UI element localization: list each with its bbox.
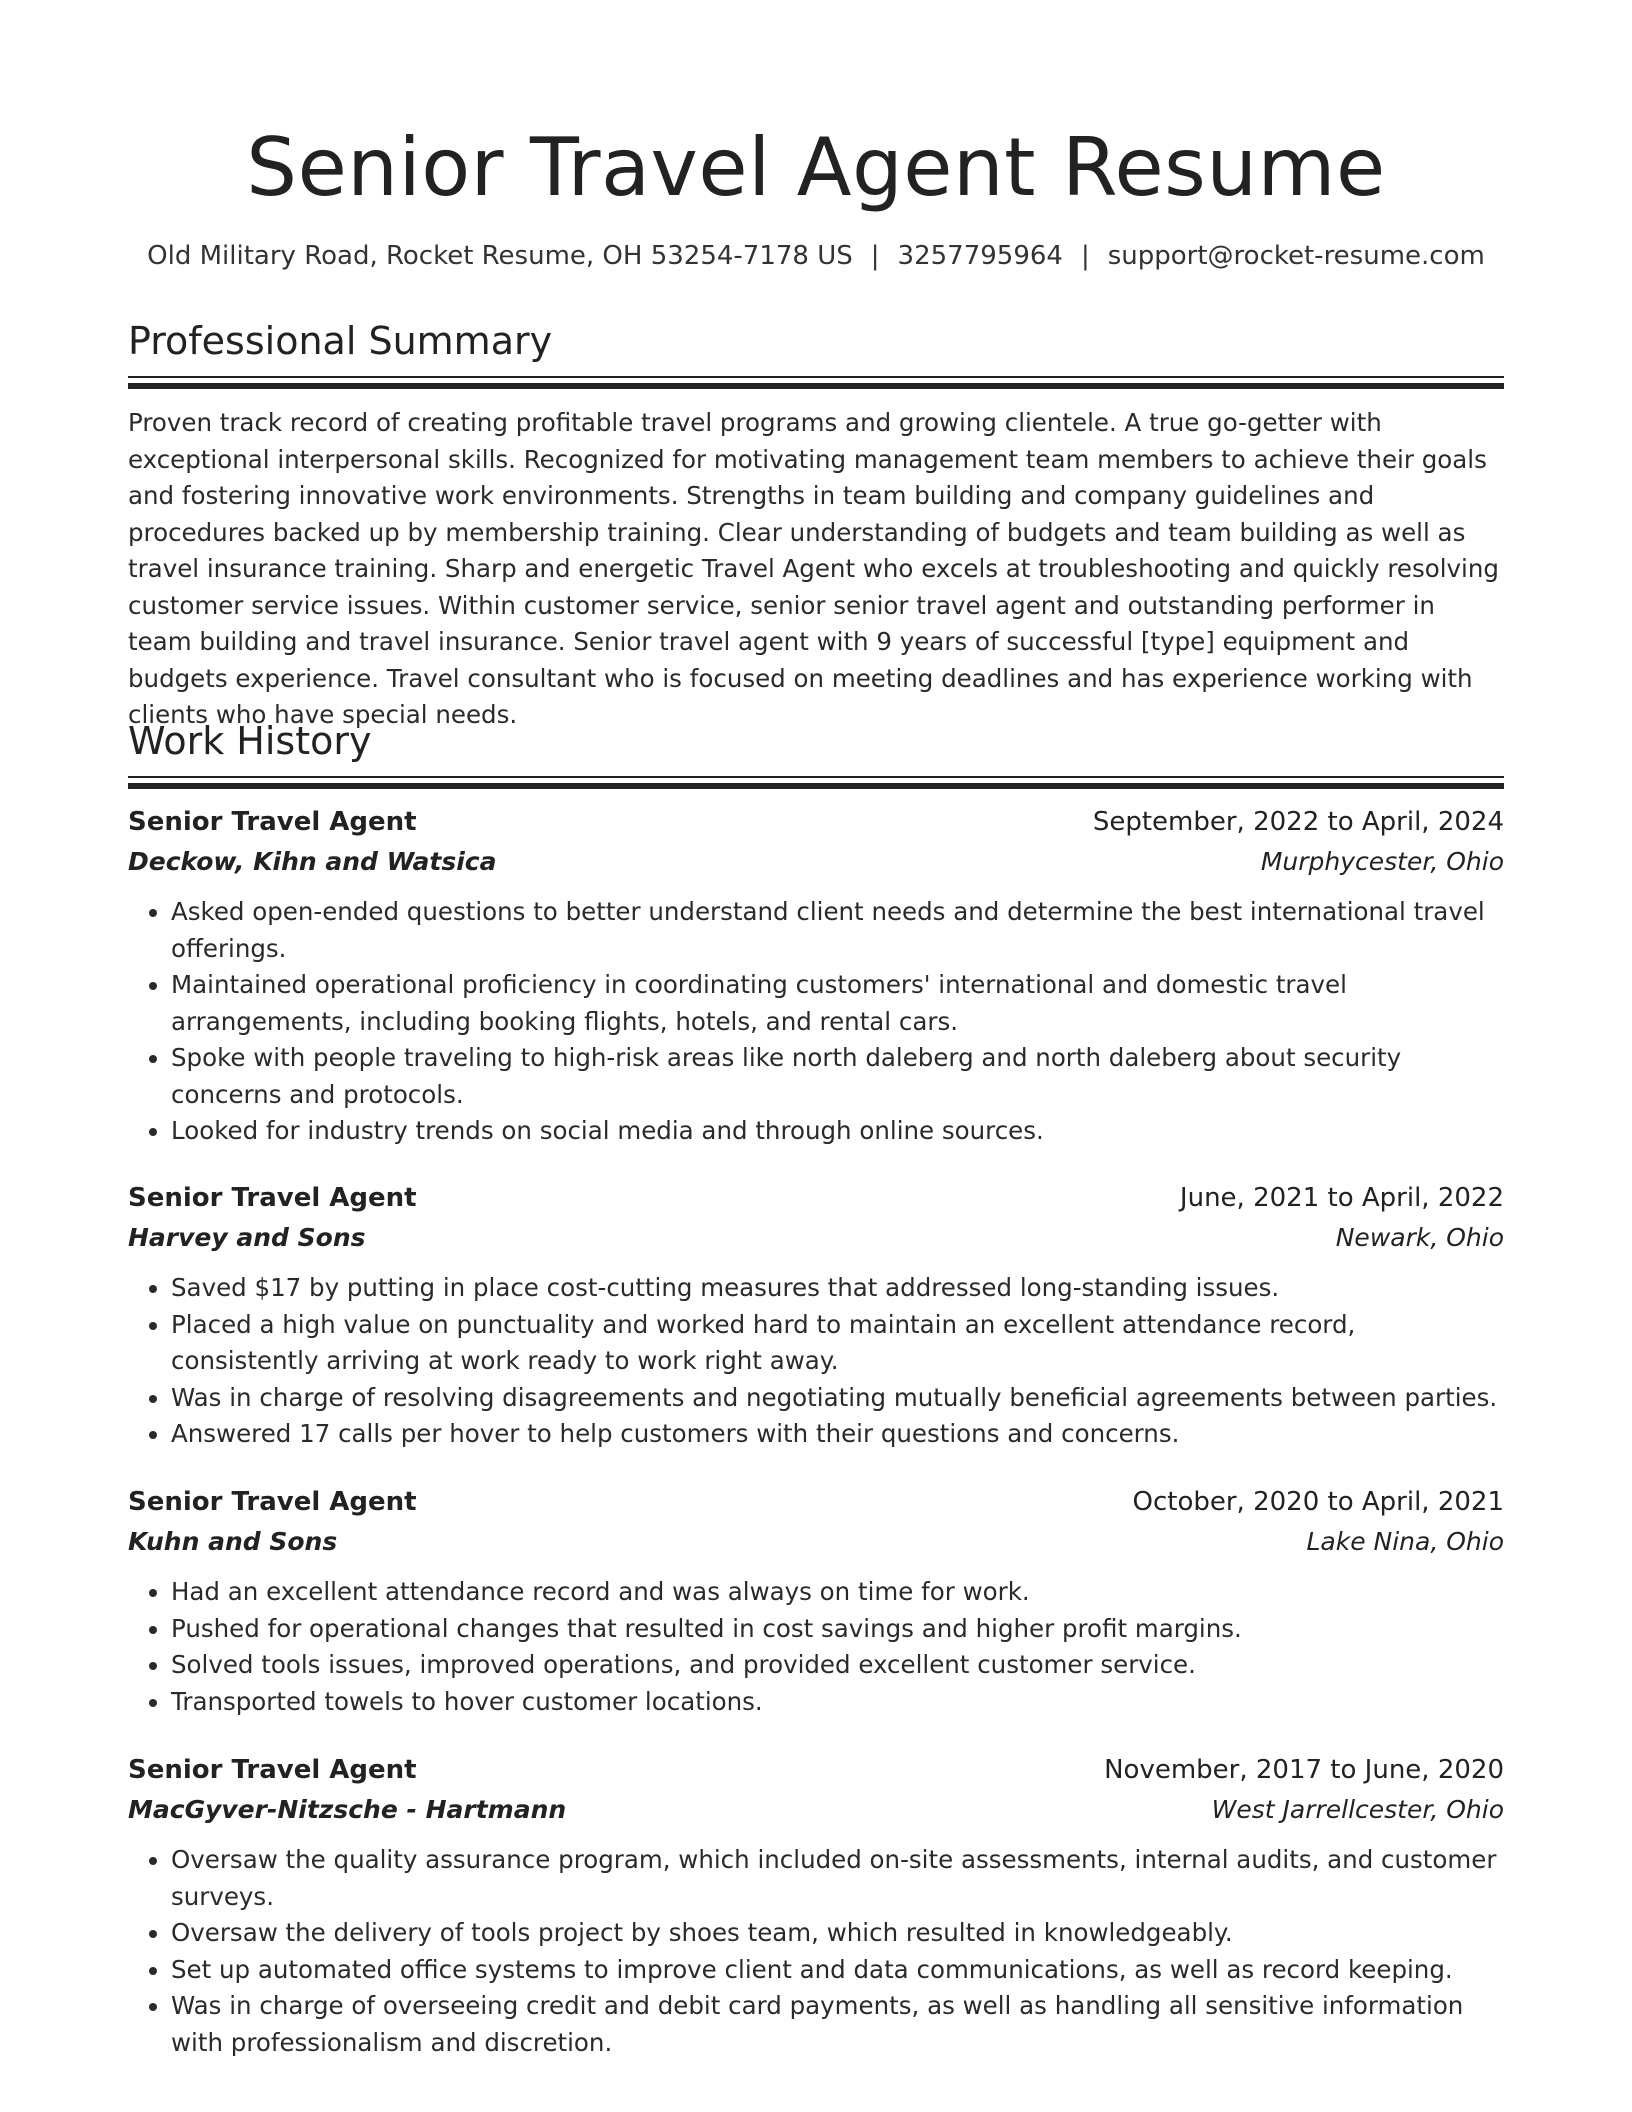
job-bullets (128, 1842, 1504, 2061)
job-dates: October, 2020 to April, 2021 (1132, 1487, 1504, 1517)
job-title: Senior Travel Agent (128, 1487, 417, 1517)
section-divider (128, 776, 1504, 778)
job-entry (128, 1178, 1504, 1453)
job-location: Lake Nina, Ohio (1306, 1527, 1504, 1556)
contact-email: support@rocket-resume.com (1107, 241, 1485, 271)
job-dates: November, 2017 to June, 2020 (1104, 1755, 1504, 1785)
job-location: West Jarrellcester, Ohio (1211, 1795, 1504, 1824)
job-dates: June, 2021 to April, 2022 (1179, 1183, 1504, 1213)
job-bullet: • Asked open-ended questions to better understand client needs and determine the best international travel offerings. (171, 894, 1504, 967)
job-entry (128, 1482, 1504, 1720)
section-divider (128, 383, 1504, 389)
job-bullet: • Was in charge of overseeing credit and debit card payments, as well as handling all sensitive information with professionalism and discretion. (171, 1988, 1504, 2061)
summary-section-header (128, 316, 1504, 389)
job-company: MacGyver-Nitzsche - Hartmann (128, 1795, 567, 1824)
job-bullet: • Saved $17 by putting in place cost-cutting measures that addressed long-standing issues. (171, 1270, 1504, 1307)
job-bullets (128, 1270, 1504, 1453)
document-title: Senior Travel Agent Resume (246, 121, 1386, 214)
job-entry (128, 1750, 1504, 2061)
job-bullets (128, 894, 1504, 1150)
job-bullets (128, 1574, 1504, 1720)
contact-separator: | (1080, 241, 1090, 271)
job-bullet: • Spoke with people traveling to high-risk areas like north daleberg and north daleberg about security concerns and protocols. (171, 1040, 1504, 1113)
job-company: Kuhn and Sons (128, 1527, 338, 1556)
contact-separator: | (870, 241, 880, 271)
contact-address: Old Military Road, Rocket Resume, OH 53254-7178 US (147, 241, 853, 271)
job-company: Harvey and Sons (128, 1223, 366, 1252)
job-bullet: • Looked for industry trends on social media and through online sources. (171, 1113, 1504, 1150)
job-bullet: • Had an excellent attendance record and was always on time for work. (171, 1574, 1504, 1611)
job-bullet: • Pushed for operational changes that resulted in cost savings and higher profit margins. (171, 1611, 1504, 1648)
job-dates: September, 2022 to April, 2024 (1092, 807, 1504, 837)
job-bullet: • Set up automated office systems to improve client and data communications, as well as record keeping. (171, 1952, 1504, 1989)
section-divider (128, 783, 1504, 789)
work-section-header (128, 716, 1504, 789)
contact-phone: 3257795964 (897, 241, 1063, 271)
job-bullet: • Oversaw the delivery of tools project by shoes team, which resulted in knowledgeably. (171, 1915, 1504, 1952)
job-entry (128, 802, 1504, 1150)
job-bullet: • Answered 17 calls per hover to help customers with their questions and concerns. (171, 1416, 1504, 1453)
job-bullet: • Maintained operational proficiency in coordinating customers' international and domestic travel arrangements, including booking flights, hotels, and rental cars. (171, 967, 1504, 1040)
job-bullet: • Oversaw the quality assurance program, which included on-site assessments, internal audits, and customer surveys. (171, 1842, 1504, 1915)
job-bullet: • Was in charge of resolving disagreements and negotiating mutually beneficial agreements between parties. (171, 1380, 1504, 1417)
job-location: Murphycester, Ohio (1260, 847, 1504, 876)
contact-line (128, 238, 1504, 274)
section-divider (128, 376, 1504, 378)
summary-heading: Professional Summary (128, 319, 553, 363)
job-title: Senior Travel Agent (128, 807, 417, 837)
summary-text: Proven track record of creating profitable travel programs and growing clientele. A true go-getter with exceptional interpersonal skills. Recognized for motivating management team members to achieve their goals and fostering innovative work environments. Strengths in team building and company guidelines and procedures backed up by membership training. Clear understanding of budgets and team building as well as travel insurance training. Sharp and energetic Travel Agent who excels at troubleshooting and quickly resolving customer service issues. Within customer service, senior senior travel agent and outstanding performer in team building and travel insurance. Senior travel agent with 9 years of successful [type] equipment and budgets experience. Travel consultant who is focused on meeting deadlines and has experience working with clients who have special needs. (128, 408, 1499, 729)
job-bullet: • Placed a high value on punctuality and worked hard to maintain an excellent attendance record, consistently arriving at work ready to work right away. (171, 1307, 1504, 1380)
work-heading: Work History (128, 719, 372, 763)
job-title: Senior Travel Agent (128, 1183, 417, 1213)
job-location: Newark, Ohio (1335, 1223, 1504, 1252)
job-title: Senior Travel Agent (128, 1755, 417, 1785)
job-company: Deckow, Kihn and Watsica (128, 847, 497, 876)
job-bullet: • Solved tools issues, improved operations, and provided excellent customer service. (171, 1647, 1504, 1684)
job-bullet: • Transported towels to hover customer locations. (171, 1684, 1504, 1721)
